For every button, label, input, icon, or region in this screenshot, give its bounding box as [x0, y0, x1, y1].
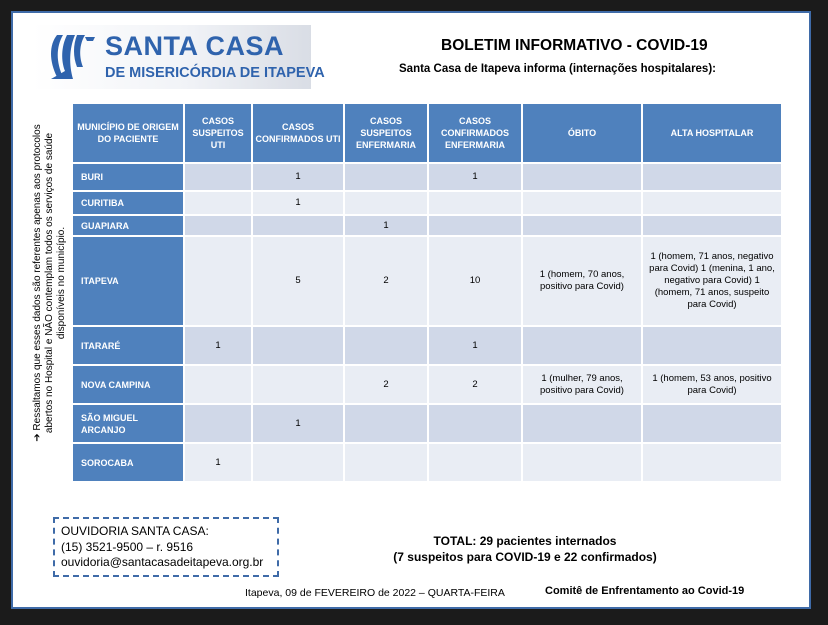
cell-susp-enf: 2 — [345, 237, 427, 325]
table-row — [73, 192, 781, 214]
table-header-row — [73, 104, 781, 162]
cell-municipio: CURITIBA — [73, 192, 183, 214]
bulletin-subtitle: Santa Casa de Itapeva informa (internações hospitalares): — [399, 63, 716, 75]
cell-obito — [523, 327, 641, 364]
cell-conf-enf: 2 — [429, 366, 521, 403]
total-summary — [363, 533, 687, 565]
cell-susp-uti — [185, 405, 251, 442]
cell-alta — [643, 216, 781, 235]
cell-conf-uti: 1 — [253, 164, 343, 190]
cell-susp-enf: 2 — [345, 366, 427, 403]
cell-municipio: ITAPEVA — [73, 237, 183, 325]
cell-susp-enf — [345, 164, 427, 190]
cell-susp-uti: 1 — [185, 444, 251, 481]
cell-conf-uti — [253, 216, 343, 235]
header-alta: ALTA HOSPITALAR — [643, 104, 781, 162]
cell-conf-enf — [429, 192, 521, 214]
cell-alta — [643, 192, 781, 214]
cell-conf-uti — [253, 444, 343, 481]
cell-conf-enf — [429, 444, 521, 481]
table-row — [73, 216, 781, 235]
logo-name: SANTA CASA — [105, 31, 284, 61]
cell-alta — [643, 164, 781, 190]
side-note — [25, 113, 75, 453]
ouvidoria-phone[interactable]: (15) 3521-9500 – r. 9516 — [61, 539, 194, 554]
cell-obito — [523, 192, 641, 214]
cell-alta: 1 (homem, 53 anos, positivo para Covid) — [643, 366, 781, 403]
table-row — [73, 237, 781, 325]
side-note-text: ➔ Ressaltamos que esses dados são referentes apenas aos protocolos abertos no Hospital e NÃO contemplam todos os serviços de saúde disponíveis no município. — [32, 124, 67, 442]
cell-municipio: NOVA CAMPINA — [73, 366, 183, 403]
bulletin-page — [11, 11, 811, 609]
cell-susp-enf — [345, 192, 427, 214]
header-municipio: MUNICÍPIO DE ORIGEM DO PACIENTE — [73, 104, 183, 162]
header-confirmados-enfermaria: CASOS CONFIRMADOS ENFERMARIA — [429, 104, 521, 162]
cell-conf-enf: 1 — [429, 164, 521, 190]
cell-conf-enf — [429, 405, 521, 442]
cell-municipio: SÃO MIGUEL ARCANJO — [73, 405, 183, 442]
cell-obito: 1 (mulher, 79 anos, positivo para Covid) — [523, 366, 641, 403]
cell-obito — [523, 164, 641, 190]
ouvidoria-box — [53, 517, 279, 577]
table-row — [73, 444, 781, 481]
cell-susp-uti — [185, 366, 251, 403]
table-row — [73, 327, 781, 364]
cell-susp-uti — [185, 216, 251, 235]
cell-municipio: BURI — [73, 164, 183, 190]
cell-conf-enf: 10 — [429, 237, 521, 325]
total-line-2: (7 suspeitos para COVID-19 e 22 confirmados) — [393, 550, 657, 564]
cell-obito: 1 (homem, 70 anos, positivo para Covid) — [523, 237, 641, 325]
cell-susp-enf: 1 — [345, 216, 427, 235]
cell-conf-uti — [253, 327, 343, 364]
cell-conf-uti — [253, 366, 343, 403]
cell-alta — [643, 444, 781, 481]
header-obito: ÓBITO — [523, 104, 641, 162]
cell-susp-uti — [185, 164, 251, 190]
cell-conf-enf: 1 — [429, 327, 521, 364]
cell-conf-uti: 5 — [253, 237, 343, 325]
total-line-1: TOTAL: 29 pacientes internados — [433, 534, 617, 548]
cell-alta — [643, 327, 781, 364]
cell-municipio: GUAPIARA — [73, 216, 183, 235]
ouvidoria-email[interactable]: ouvidoria@santacasadeitapeva.org.br — [61, 555, 264, 569]
cell-conf-enf — [429, 216, 521, 235]
logo-subname: DE MISERICÓRDIA DE ITAPEVA — [105, 65, 325, 81]
cell-municipio: SOROCABA — [73, 444, 183, 481]
cell-conf-uti: 1 — [253, 192, 343, 214]
cell-alta — [643, 405, 781, 442]
cell-obito — [523, 444, 641, 481]
ouvidoria-title: OUVIDORIA SANTA CASA: — [61, 524, 209, 538]
cell-susp-enf — [345, 327, 427, 364]
cell-susp-uti — [185, 237, 251, 325]
cell-obito — [523, 216, 641, 235]
table-row — [73, 405, 781, 442]
header-suspeitos-enfermaria: CASOS SUSPEITOS ENFERMARIA — [345, 104, 427, 162]
cell-conf-uti: 1 — [253, 405, 343, 442]
santa-casa-logo-mark-icon — [43, 31, 99, 83]
cell-susp-uti: 1 — [185, 327, 251, 364]
logo — [33, 25, 325, 89]
bulletin-title: BOLETIM INFORMATIVO - COVID-19 — [441, 37, 708, 54]
table-row — [73, 366, 781, 403]
cell-alta: 1 (homem, 71 anos, negativo para Covid) 1 (menina, 1 ano, negativo para Covid) 1 (homem, 71 anos, suspeito para Covid) — [643, 237, 781, 325]
header-confirmados-uti: CASOS CONFIRMADOS UTI — [253, 104, 343, 162]
cell-susp-enf — [345, 405, 427, 442]
cell-municipio: ITARARÉ — [73, 327, 183, 364]
bulletin-date: Itapeva, 09 de FEVEREIRO de 2022 – QUARTA-FEIRA — [245, 587, 505, 599]
committee-name: Comitê de Enfrentamento ao Covid-19 — [545, 585, 745, 597]
covid-table — [71, 102, 783, 483]
cell-susp-uti — [185, 192, 251, 214]
cell-obito — [523, 405, 641, 442]
header-suspeitos-uti: CASOS SUSPEITOS UTI — [185, 104, 251, 162]
cell-susp-enf — [345, 444, 427, 481]
table-row — [73, 164, 781, 190]
